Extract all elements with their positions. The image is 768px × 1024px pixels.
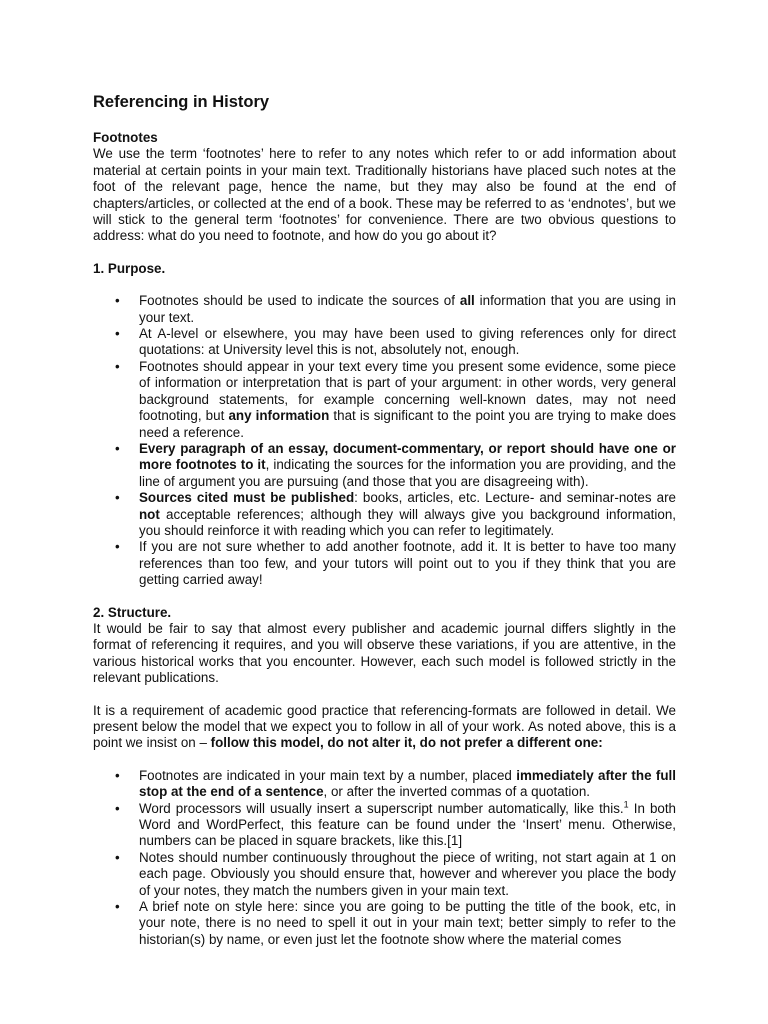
structure-paragraph-1: It would be fair to say that almost every publisher and academic journal differs slightly in the format of referencing it requires, and you will observe these variations, if you are attentive, in the various historical works that you encounter. However, each such model is followed strictly in the relevant publications. xyxy=(93,620,676,686)
list-item: • A brief note on style here: since you are going to be putting the title of the book, etc, in your note, there is no need to spell it out in your main text; better simply to refer to the historian(s) by name, or even just let the footnote show where the material comes xyxy=(93,899,676,948)
list-item: • Every paragraph of an essay, document-commentary, or report should have one or more footnotes to it, indicating the sources for the information you are providing, and the line of argument you are pursuing (and those that you are disagreeing with). xyxy=(93,441,676,490)
document-title: Referencing in History xyxy=(93,93,270,111)
intro-paragraph: We use the term ‘footnotes’ here to refer to any notes which refer to or add information about material at certain points in your main text. Traditionally historians have placed such notes at the foot of the relevant page, hence the name, but they may also be found at the end of chapters/articles, or collected at the end of a book. These may be referred to as ‘endnotes’, but we will stick to the general term ‘footnotes’ for convenience. There are two obvious questions to address: what do you need to footnote, and how do you go about it? xyxy=(93,146,676,244)
structure-list xyxy=(93,768,676,948)
list-item: • Footnotes should be used to indicate the sources of all information that you are using in your text. xyxy=(93,293,676,326)
structure-paragraph-2: It is a requirement of academic good practice that referencing-formats are followed in detail. We present below the model that we expect you to follow in all of your work. As noted above, this is a point we insist on – follow this model, do not alter it, do not prefer a different one: xyxy=(93,702,676,751)
purpose-list xyxy=(93,293,676,588)
list-item: • Word processors will usually insert a superscript number automatically, like this.$^1$ In both Word and WordPerfect, this feature can be found under the ‘Insert’ menu. Otherwise, numbers can be placed in square brackets, like this.[1] xyxy=(93,801,676,850)
list-item: • Notes should number continuously throughout the piece of writing, not start again at 1 on each page. Obviously you should ensure that, however and wherever you place the body of your notes, they match the numbers given in your main text. xyxy=(93,850,676,899)
list-item: • Footnotes are indicated in your main text by a number, placed immediately after the full stop at the end of a sentence, or after the inverted commas of a quotation. xyxy=(93,768,676,801)
footnotes-heading: Footnotes xyxy=(93,130,158,145)
list-item: • Sources cited must be published: books, articles, etc. Lecture- and seminar-notes are not acceptable references; although they will always give you background information, you should reinforce it with reading which you can refer to legitimately. xyxy=(93,490,676,539)
superscript-note-number: 1 xyxy=(623,799,629,810)
list-item: • Footnotes should appear in your text every time you present some evidence, some piece of information or interpretation that is part of your argument: in other words, very general background statements, for example concerning well-known dates, may not need footnoting, but any information that is significant to the point you are trying to make does need a reference. xyxy=(93,359,676,441)
structure-heading: 2. Structure. xyxy=(93,604,172,620)
purpose-heading: 1. Purpose. xyxy=(93,260,166,276)
list-item: • At A-level or elsewhere, you may have been used to giving references only for direct quotations: at University level this is not, absolutely not, enough. xyxy=(93,326,676,359)
list-item: • If you are not sure whether to add another footnote, add it. It is better to have too many references than too few, and your tutors will point out to you if they think that you are getting carried away! xyxy=(93,539,676,588)
